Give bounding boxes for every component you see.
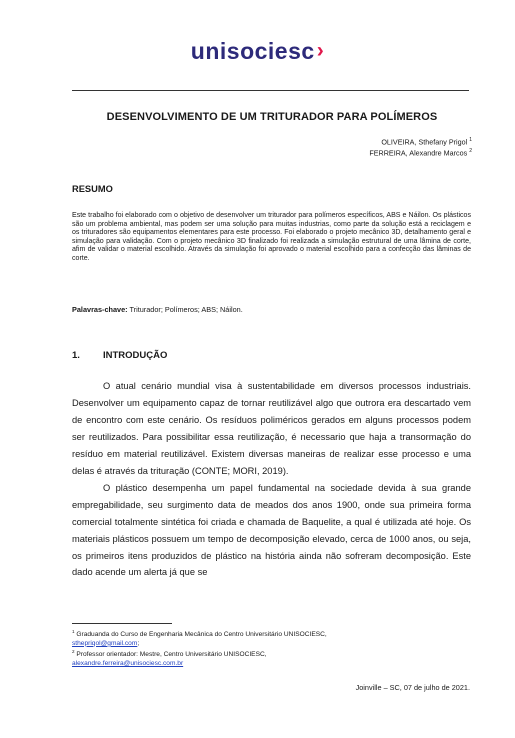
email-link[interactable]: alexandre.ferreira@unisociesc.com.br [72,660,184,668]
author-line: FERREIRA, Alexandre Marcos $^2$ [369,147,472,158]
header-divider [72,90,469,91]
section-number: 1. [72,350,80,361]
keywords-label: Palavras-chave: [72,305,128,314]
footnote-2: $^2$ Professor orientador: Mestre, Centro Universitário UNISOCIESC, [72,649,267,659]
body-paragraph: O atual cenário mundial visa à sustentabilidade em diversos processos industriais. Desenvolver um equipamento capaz de tornar reutilizável algo que outrora era descartado vem de encontro com este cenário. Os resíduos poliméricos gerados em alguns processos podem ser reutilizados. Para possibilitar essa reutilização, é necessario que haja a transormação do resíduo em material reutilizável. Existem diversas maneiras de realizar esse processo e uma delas é através da trituração (CONTE; MORI, 2019). [72,381,471,476]
dateline: Joinville – SC, 07 de julho de 2021. [355,683,470,692]
university-logo [0,38,515,65]
footnotes: $^1$ Graduanda do Curso de Engenharia Mecânica do Centro Universitário UNISOCIESC, sthepriqol@gmail.com; $^2$ Professor orientador: Mestre, Centro Universitário UNISOCIESC, alexandre.ferreira@unisociesc.com.br [72,628,472,669]
section-heading [72,350,167,361]
section-body [72,378,471,581]
section-title: INTRODUÇÃO [103,350,168,361]
abstract-text: Este trabalho foi elaborado com o objetivo de desenvolver um triturador para polímeros específicos, ABS e Náilon. Os plásticos são um problema ambiental, mas podem ser uma solução para muitas industrias, como parte da solução está a reciclagem e os trituradores são equipamentos elementares para este processo. Foi elaborado o projeto mecânico 3D, detalhamento geral e simulação para validação. Com o projeto mecânico 3D finalizado foi realizada a simulação estrutural de uma lâmina de corte, afim de validar o material escolhido. Através da simulação foi aprovado o material escolhido para a confecção das lâminas de corte. [72,212,471,262]
footnote-divider [72,623,172,624]
logo-wordmark: unisociesc [190,38,315,64]
chevron-icon: › [316,39,325,62]
author-line: OLIVEIRA, Sthefany Prigol $^1$ [381,137,472,147]
footnote-1: $^1$ Graduanda do Curso de Engenharia Mecânica do Centro Universitário UNISOCIESC, [72,629,327,639]
abstract-heading: RESUMO [72,184,113,194]
body-paragraph: O plástico desempenha um papel fundamental na sociedade devida à sua grande empregabilidade, seu surgimento data de meados dos anos 1900, onde sua primeira forma comercial totalmente sintética foi criada e chamada de Baquelite, a qual é utilizada até hoje. Os materiais plásticos possuem um tempo de decomposição elevado, cerca de 1000 anos, ou seja, os primeiros itens produzidos de plástico na história ainda não sofreram decomposição. Este dado acende um alerta já que se [72,482,471,578]
paper-title: DESENVOLVIMENTO DE UM TRITURADOR PARA POLÍMEROS [106,111,438,123]
keywords-line [72,305,243,314]
email-link[interactable]: sthepriqol@gmail.com [72,639,138,647]
author-list [369,136,472,158]
keywords-value: Triturador; Polímeros; ABS; Náilon. [127,305,243,314]
